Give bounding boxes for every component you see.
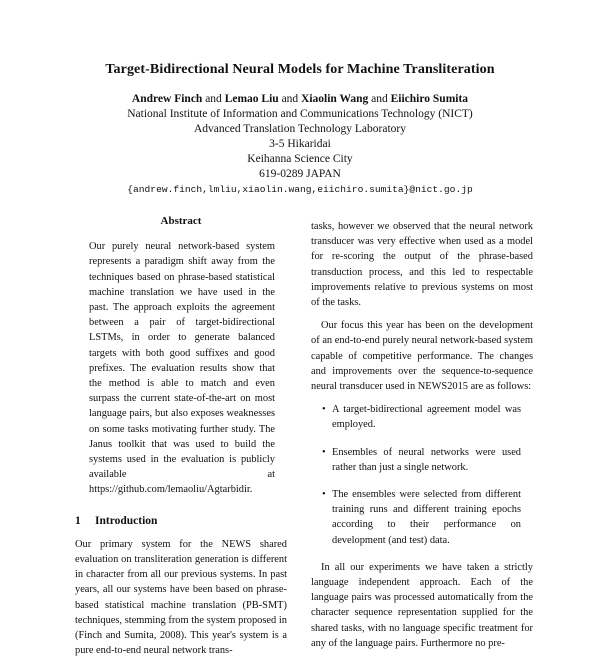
author-line: [0, 92, 600, 107]
author-emails: {andrew.finch,lmliu,xiaolin.wang,eiichiro.sumita}@nict.go.jp: [127, 184, 473, 195]
author-name: Eiichiro Sumita: [390, 93, 469, 105]
author-separator: and: [281, 93, 299, 105]
author-name: Xiaolin Wang: [301, 93, 369, 105]
abstract-heading: Abstract: [160, 215, 202, 227]
bullet-icon: •: [322, 404, 326, 416]
bullet-icon: •: [322, 489, 326, 501]
body-paragraph: In all our experiments we have taken a strictly language independent approach. Each of the language pairs was processed automatically from the character sequence representation supplied for the shared tasks, with no language specific treatment for any of the language pairs. Furthermore no pre-: [311, 561, 533, 649]
section-title: Introduction: [95, 514, 158, 527]
bullet-icon: •: [322, 446, 326, 458]
author-name: Andrew Finch: [131, 93, 203, 105]
body-paragraph: tasks, however we observed that the neural network transducer was very effective when used as a model for re-scoring the output of the phrase-based transduction process, and this led to respectable improvements relative to previous systems on most of the tasks.: [311, 221, 533, 309]
affiliation-line: 619-0289 JAPAN: [259, 168, 341, 180]
author-block: [0, 92, 600, 197]
list-item: • Ensembles of neural networks were used rather than just a single network.: [322, 446, 521, 473]
affiliation-line: Advanced Translation Technology Laboratory: [193, 123, 406, 135]
author-separator: and: [205, 93, 222, 105]
abstract-text: Our purely neural network-based system represents a paradigm shift away from the techniques based on phrase-based statistical machine translation we have used in the past. The approach exploits the agreement between a pair of target-bidirectional LSTMs, in order to generate balanced targets with both good suffixes and good prefixes. The evaluation results show that the method is able to match and even surpass the current state-of-the-art on most language pairs, but also exposes weaknesses on some tasks motivating further study. The Janus toolkit that was used to build the systems used in the evaluation is publicly available at https://github.com/lemaoliu/Agtarbidir.: [89, 241, 275, 496]
affiliation-line: 3-5 Hikaridai: [269, 138, 331, 150]
bullet-list: [311, 402, 533, 548]
body-paragraph: Our focus this year has been on the development of an end-to-end purely neural network-based system capable of competitive performance. The changes and improvements over the sequence-to-sequence neural transducer used in NEWS2015 are as follows:: [311, 320, 533, 393]
section-number: 1: [75, 514, 81, 527]
affiliation-line: Keihanna Science City: [247, 153, 353, 165]
paper-title: Target-Bidirectional Neural Models for Machine Transliteration: [105, 62, 495, 77]
section-heading-introduction: [75, 514, 287, 529]
right-column: [311, 219, 533, 651]
intro-paragraph: Our primary system for the NEWS shared evaluation on transliteration generation is different in character from all our previous systems. In past years, all our systems have been based on phrase-based statistical machine translation (PB-SMT) techniques, stemming from the system proposed in (Finch and Sumita, 2008). This year's system is a pure end-to-end neural network trans-: [75, 538, 287, 657]
author-separator: and: [371, 93, 388, 105]
list-item: • A target-bidirectional agreement model was employed.: [322, 404, 521, 431]
author-name: Lemao Liu: [224, 93, 279, 105]
list-item: • The ensembles were selected from different training runs and different training epochs according to their performance on development (and test) data.: [322, 489, 521, 546]
left-column: [75, 214, 287, 658]
affiliation-line: National Institute of Information and Communications Technology (NICT): [127, 108, 473, 120]
